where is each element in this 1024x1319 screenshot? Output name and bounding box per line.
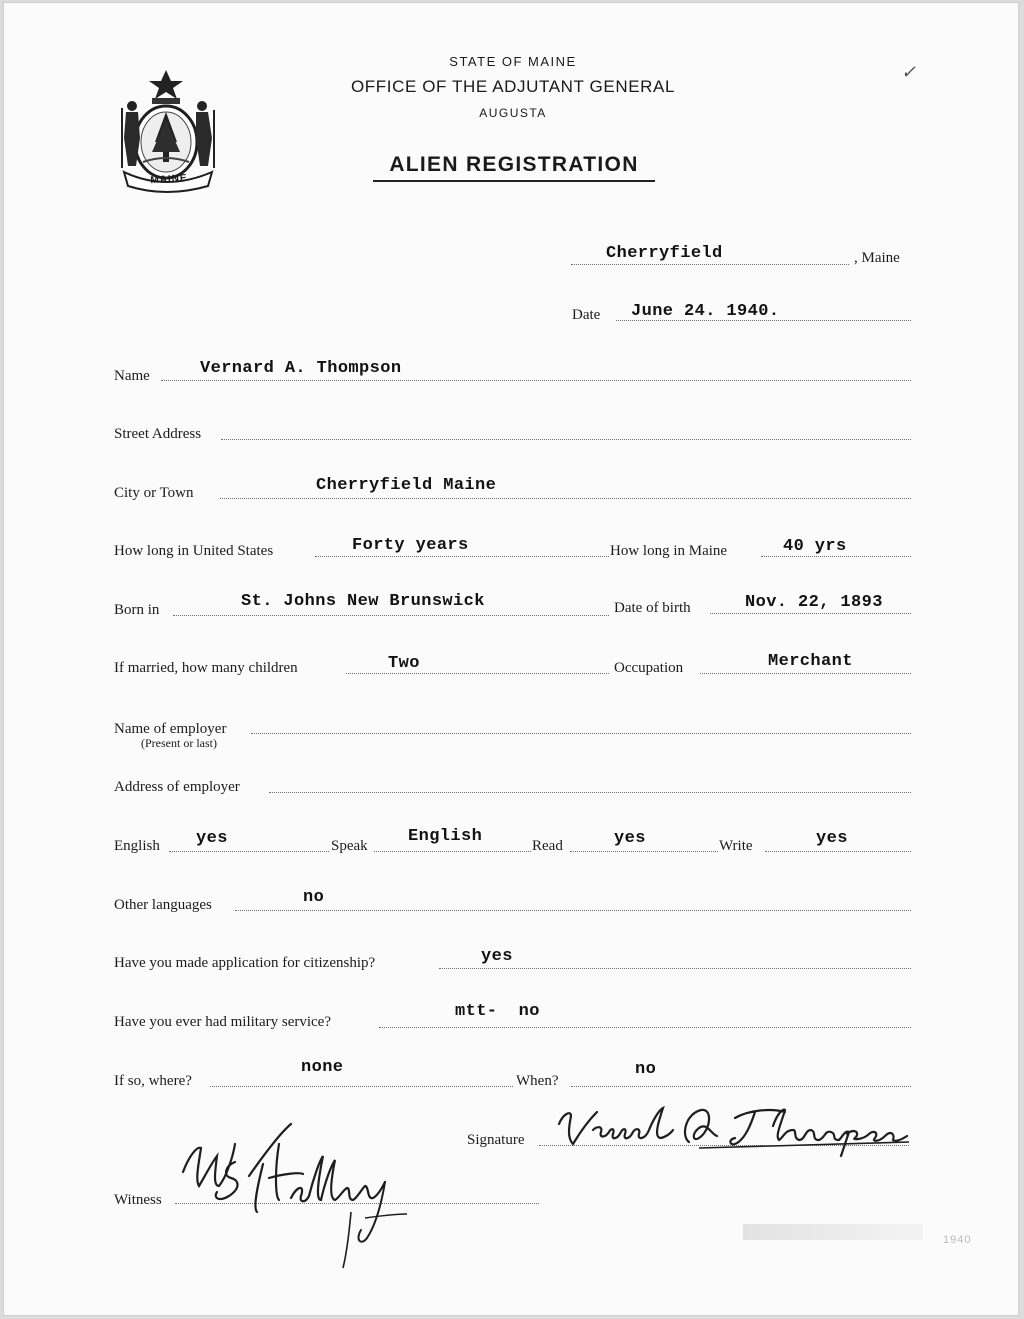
citizenship-line (439, 968, 911, 969)
city-town-line (220, 498, 911, 499)
born-in-line (173, 615, 609, 616)
read-line (570, 851, 718, 852)
name-label: Name (114, 368, 150, 384)
how-long-maine-value: 40 yrs (783, 537, 847, 556)
how-long-maine-line (761, 556, 911, 557)
place-value: Cherryfield (606, 244, 723, 263)
english-label: English (114, 838, 160, 854)
speak-line (374, 851, 531, 852)
employer-sublabel: (Present or last) (141, 736, 217, 750)
date-of-birth-label: Date of birth (614, 600, 691, 616)
how-long-us-line (315, 556, 609, 557)
other-languages-label: Other languages (114, 897, 212, 913)
how-long-us-label: How long in United States (114, 543, 274, 559)
employer-address-label: Address of employer (114, 779, 240, 795)
header-office: OFFICE OF THE ADJUTANT GENERAL (350, 77, 676, 96)
occupation-label: Occupation (614, 660, 684, 676)
form-title: ALIEN REGISTRATION (373, 153, 655, 182)
other-languages-value: no (303, 888, 325, 907)
when-line (571, 1086, 911, 1087)
employer-label: Name of employer (114, 721, 227, 737)
born-in-label: Born in (114, 602, 160, 618)
citizenship-value: yes (481, 947, 513, 966)
signature-label: Signature (467, 1132, 525, 1148)
military-value: mtt- no (455, 1002, 540, 1021)
faint-stamp-smudge (743, 1224, 923, 1240)
registration-form (3, 2, 1019, 1316)
city-town-label: City or Town (114, 485, 194, 501)
born-in-value: St. Johns New Brunswick (241, 592, 485, 611)
seal-banner-text: MAINE (150, 172, 188, 187)
where-value: none (301, 1058, 344, 1077)
read-label: Read (532, 838, 563, 854)
header-city: AUGUSTA (479, 106, 547, 120)
witness-label: Witness (114, 1192, 162, 1208)
children-label: If married, how many children (114, 660, 298, 676)
children-line (346, 673, 609, 674)
place-line (571, 264, 849, 265)
write-value: yes (816, 829, 848, 848)
street-address-label: Street Address (114, 426, 202, 442)
children-value: Two (388, 654, 420, 673)
how-long-maine-label: How long in Maine (610, 543, 728, 559)
citizenship-label: Have you made application for citizenship? (114, 955, 376, 971)
where-line (210, 1086, 513, 1087)
signature-handwriting-icon (549, 1100, 911, 1158)
speak-value: English (408, 827, 483, 846)
faint-stamp: 1940 (943, 1234, 972, 1246)
military-line (379, 1027, 911, 1028)
date-of-birth-line (710, 613, 911, 614)
check-mark-icon: ✓ (901, 62, 917, 83)
english-value: yes (196, 829, 228, 848)
date-label: Date (572, 307, 601, 323)
header-state: STATE OF MAINE (449, 54, 577, 69)
occupation-line (700, 673, 911, 674)
city-town-value: Cherryfield Maine (316, 476, 497, 495)
place-suffix: , Maine (854, 250, 900, 266)
other-languages-line (235, 910, 911, 911)
name-line (161, 380, 911, 381)
read-value: yes (614, 829, 646, 848)
witness-signature-handwriting-icon (179, 1116, 411, 1272)
street-address-line (221, 439, 911, 440)
employer-address-line (269, 792, 911, 793)
speak-label: Speak (331, 838, 368, 854)
where-label: If so, where? (114, 1073, 192, 1089)
date-of-birth-value: Nov. 22, 1893 (745, 593, 883, 612)
english-line (169, 851, 329, 852)
employer-line (251, 733, 911, 734)
name-value: Vernard A. Thompson (200, 359, 402, 378)
how-long-us-value: Forty years (352, 536, 469, 555)
write-line (765, 851, 911, 852)
write-label: Write (719, 838, 753, 854)
military-label: Have you ever had military service? (114, 1014, 331, 1030)
when-label: When? (516, 1073, 559, 1089)
date-value: June 24. 1940. (631, 302, 780, 321)
occupation-value: Merchant (768, 652, 853, 671)
when-value: no (635, 1060, 657, 1079)
